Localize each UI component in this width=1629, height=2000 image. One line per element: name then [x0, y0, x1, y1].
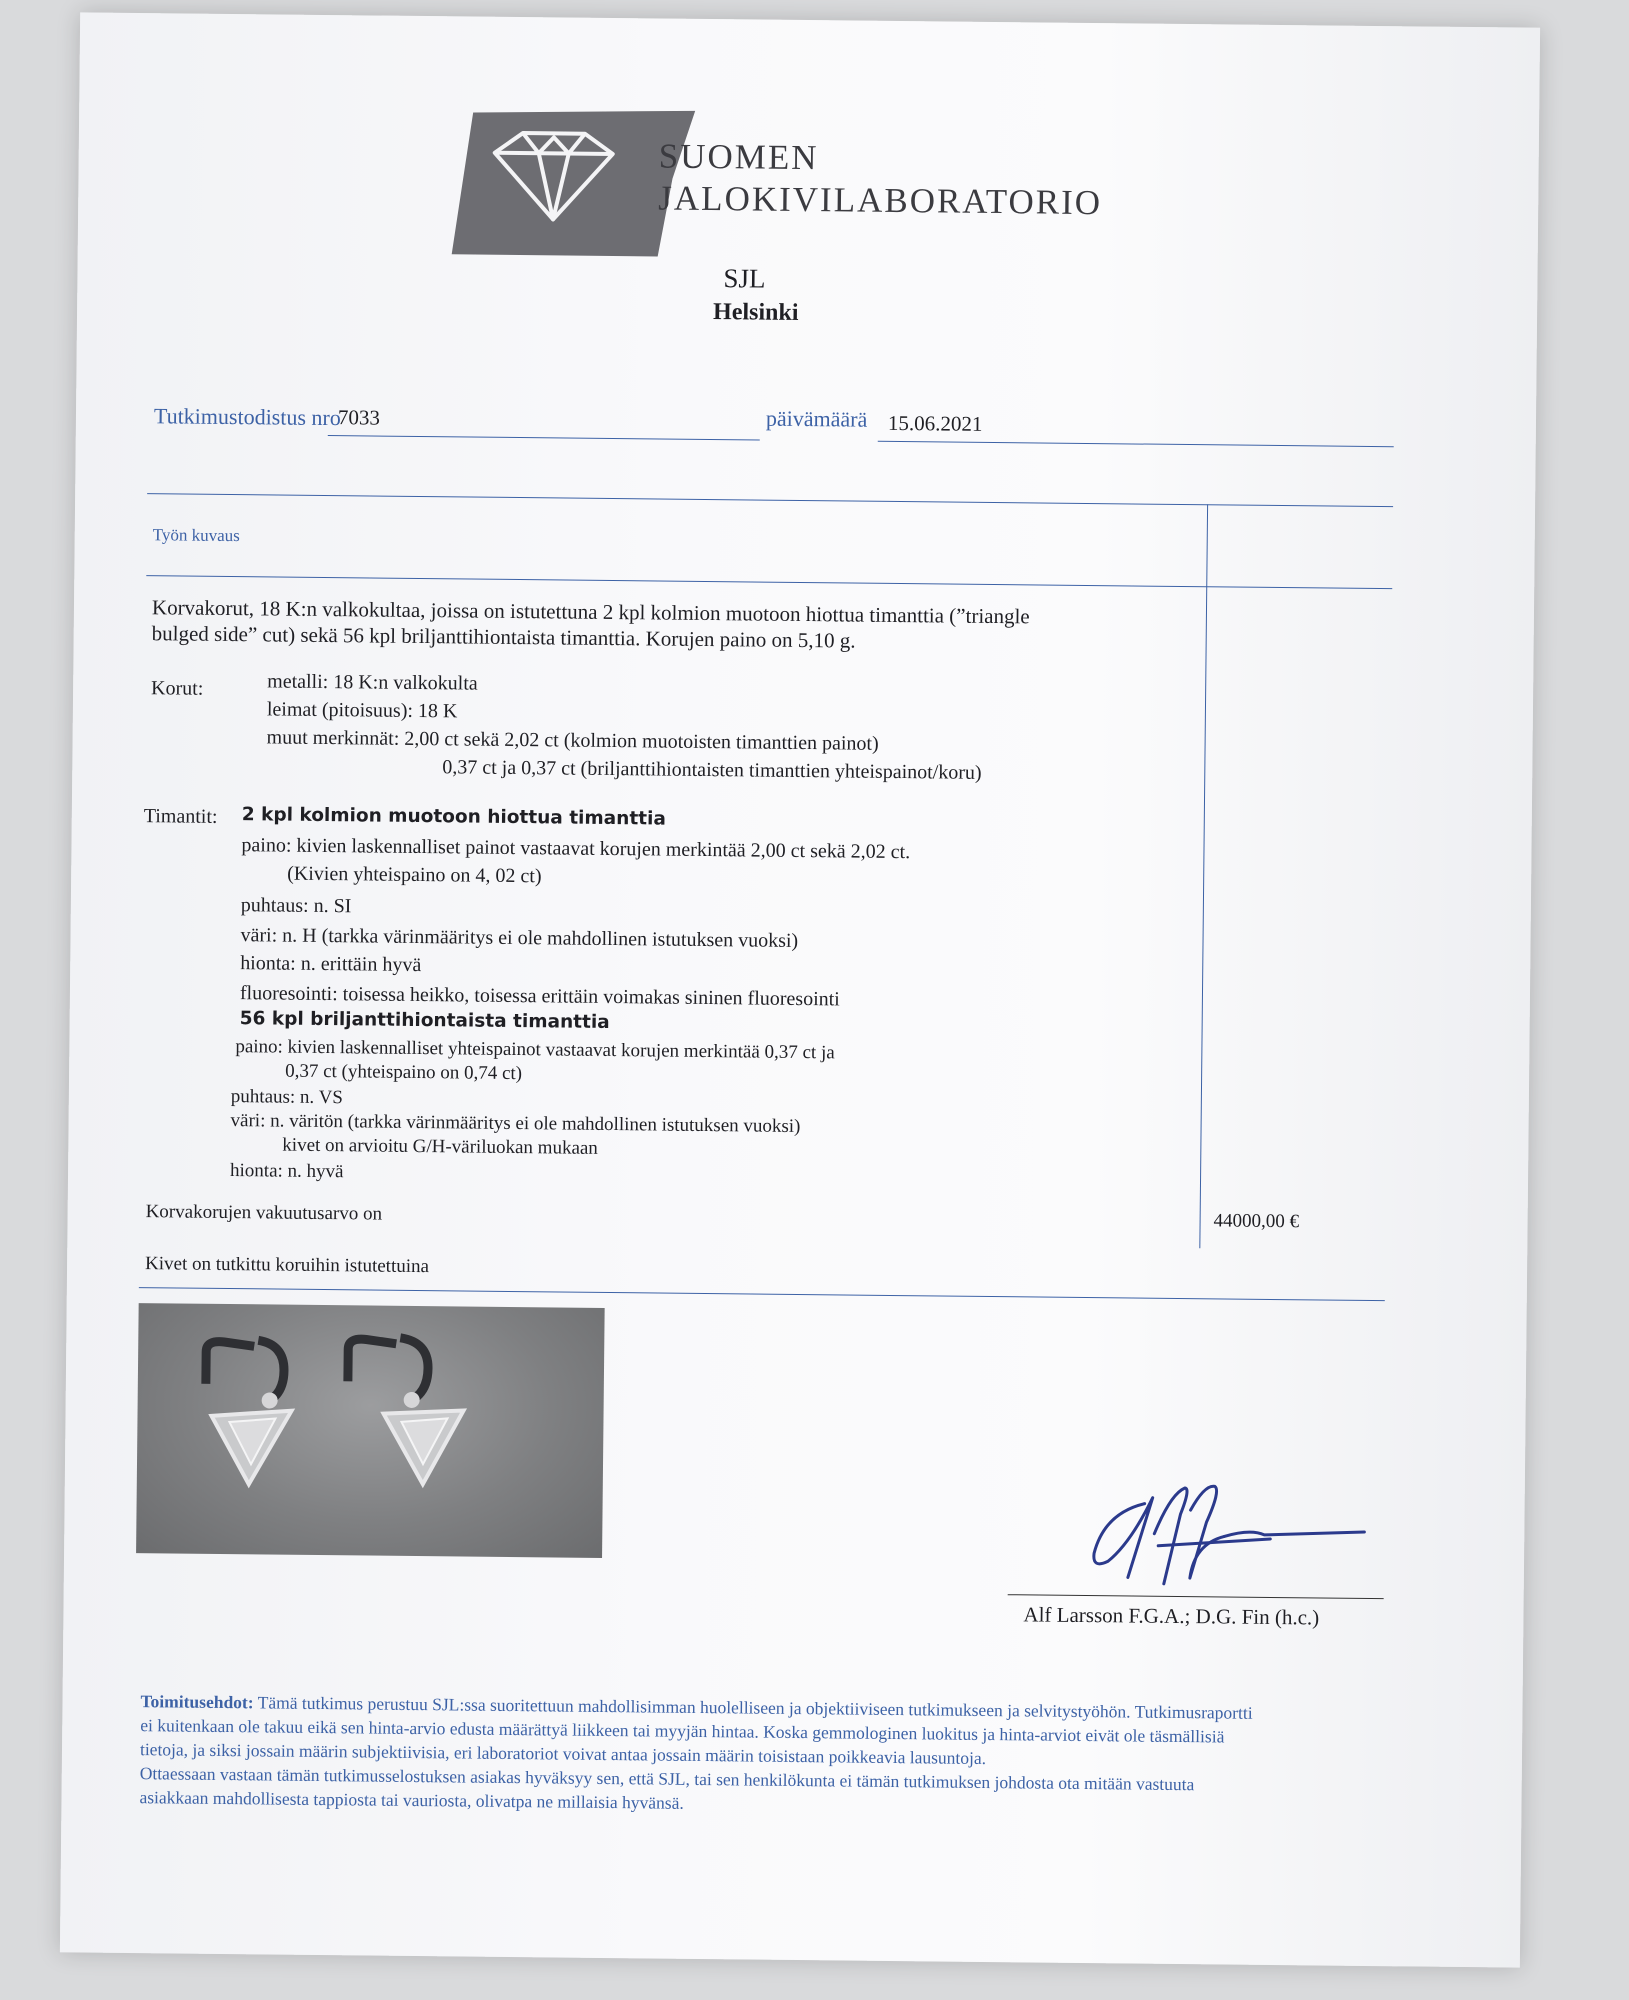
- diamonds-group1-cut: hionta: n. erittäin hyvä: [240, 952, 422, 977]
- diamonds-group1-clarity: puhtaus: n. SI: [240, 894, 352, 918]
- diamonds-group2-weight-1: paino: kivien laskennalliset yhteispainot vastaavat korujen merkintää 0,37 ct ja: [235, 1036, 835, 1064]
- lab-name-line2: JALOKIVILABORATORIO: [658, 178, 1103, 223]
- lab-city: Helsinki: [712, 299, 799, 326]
- jewelry-other-marks-1: muut merkinnät: 2,00 ct sekä 2,02 ct (kolmion muotoisten timanttien painot): [266, 726, 879, 755]
- table-bottom-rule: [139, 1287, 1385, 1301]
- work-description-line2: bulged side” cut) sekä 56 kpl briljanttihiontaista timanttia. Korujen paino on 5,10 g.: [151, 621, 856, 653]
- valuation-label: Korvakorujen vakuutusarvo on: [145, 1201, 383, 1225]
- diamonds-group1-total: (Kivien yhteispaino on 4, 02 ct): [287, 862, 542, 888]
- diamonds-group2-weight-2: 0,37 ct (yhteispaino on 0,74 ct): [285, 1060, 523, 1085]
- lab-name-line1: SUOMEN: [658, 136, 819, 178]
- diamonds-group1-weight: paino: kivien laskennalliset painot vastaavat korujen merkintää 2,00 ct sekä 2,02 ct.: [241, 834, 911, 864]
- terms-line5: asiakkaan mahdollisesta tappiosta tai vauriosta, olivatpa ne millaisia hyvänsä.: [139, 1787, 684, 1813]
- date-underline: [878, 441, 1394, 447]
- signatory-name: Alf Larsson F.G.A.; D.G. Fin (h.c.): [1023, 1602, 1320, 1630]
- delivery-terms: [139, 1689, 1480, 1823]
- terms-label: Toimitusehdot:: [140, 1691, 254, 1713]
- jewelry-label: Korut:: [151, 677, 204, 700]
- certificate-date: 15.06.2021: [887, 410, 983, 436]
- signature-icon: [1074, 1473, 1375, 1596]
- certificate-number: 7033: [337, 405, 381, 430]
- certificate-number-label: Tutkimustodistus nro: [153, 403, 341, 431]
- earrings-illustration-icon: [136, 1303, 605, 1558]
- examination-note: Kivet on tutkittu koruihin istutettuina: [144, 1253, 430, 1278]
- diamonds-group2-color-2: kivet on arvioitu G/H-väriluokan mukaan: [282, 1134, 598, 1159]
- diamonds-group1-title: 2 kpl kolmion muotoon hiottua timanttia: [241, 804, 667, 830]
- jewelry-marks: leimat (pitoisuus): 18 K: [266, 698, 458, 723]
- date-label: päivämäärä: [765, 405, 868, 432]
- valuation-value: 44000,00 €: [1213, 1210, 1300, 1233]
- number-underline: [328, 435, 760, 441]
- diamonds-group2-title: 56 kpl briljanttihiontaista timanttia: [239, 1008, 610, 1034]
- table-column-divider: [1199, 504, 1208, 1248]
- diamonds-group1-color: väri: n. H (tarkka värinmääritys ei ole mahdollinen istutuksen vuoksi): [240, 924, 799, 952]
- terms-line1: Tämä tutkimus perustuu SJL:ssa suoritettuun mahdollisimman huolelliseen ja objektiiviseen tutkimukseen ja selvitystyöhön. Tutkimusraportti: [253, 1692, 1253, 1723]
- diamonds-group1-fluorescence: fluoresointi: toisessa heikko, toisessa erittäin voimakas sininen fluoresointi: [239, 982, 840, 1011]
- lab-abbreviation: SJL: [723, 263, 766, 294]
- terms-line3: tietoja, ja siksi jossain määrin subjektiivisia, eri laboratoriot voivat antaa jossain määrin toisistaan poikkeavia lausuntoja.: [139, 1739, 987, 1768]
- terms-line2: ei kuitenkaan ole takuu eikä sen hinta-arvio edusta määrättyä liikkeen tai myyjän hintaa. Koska gemmologinen luokitus ja hinta-arviot eivät ole täsmällisiä: [140, 1715, 1225, 1747]
- earrings-photo: [136, 1303, 605, 1558]
- work-description-line1: Korvakorut, 18 K:n valkokultaa, joissa on istutettuna 2 kpl kolmion muotoon hiottua timanttia (”triangle: [151, 595, 1030, 629]
- terms-line4: Ottaessaan vastaan tämän tutkimusselostuksen asiakas hyväksyy sen, että SJL, tai sen henkilökunta ei tämän tutkimuksen johdosta ota mitään vastuuta: [139, 1763, 1195, 1795]
- diamonds-group2-cut: hionta: n. hyvä: [229, 1160, 344, 1183]
- work-description-label: Työn kuvaus: [152, 525, 240, 546]
- diamonds-group2-color-1: väri: n. väritön (tarkka värinmääritys ei ole mahdollinen istutuksen vuoksi): [230, 1110, 801, 1138]
- diamonds-group2-clarity: puhtaus: n. VS: [230, 1086, 344, 1109]
- diamonds-label: Timantit:: [143, 805, 218, 828]
- jewelry-metal: metalli: 18 K:n valkokulta: [267, 670, 478, 695]
- certificate-sheet: [60, 12, 1540, 1967]
- jewelry-other-marks-2: 0,37 ct ja 0,37 ct (briljanttihiontaisten timanttien yhteispainot/koru): [442, 756, 982, 784]
